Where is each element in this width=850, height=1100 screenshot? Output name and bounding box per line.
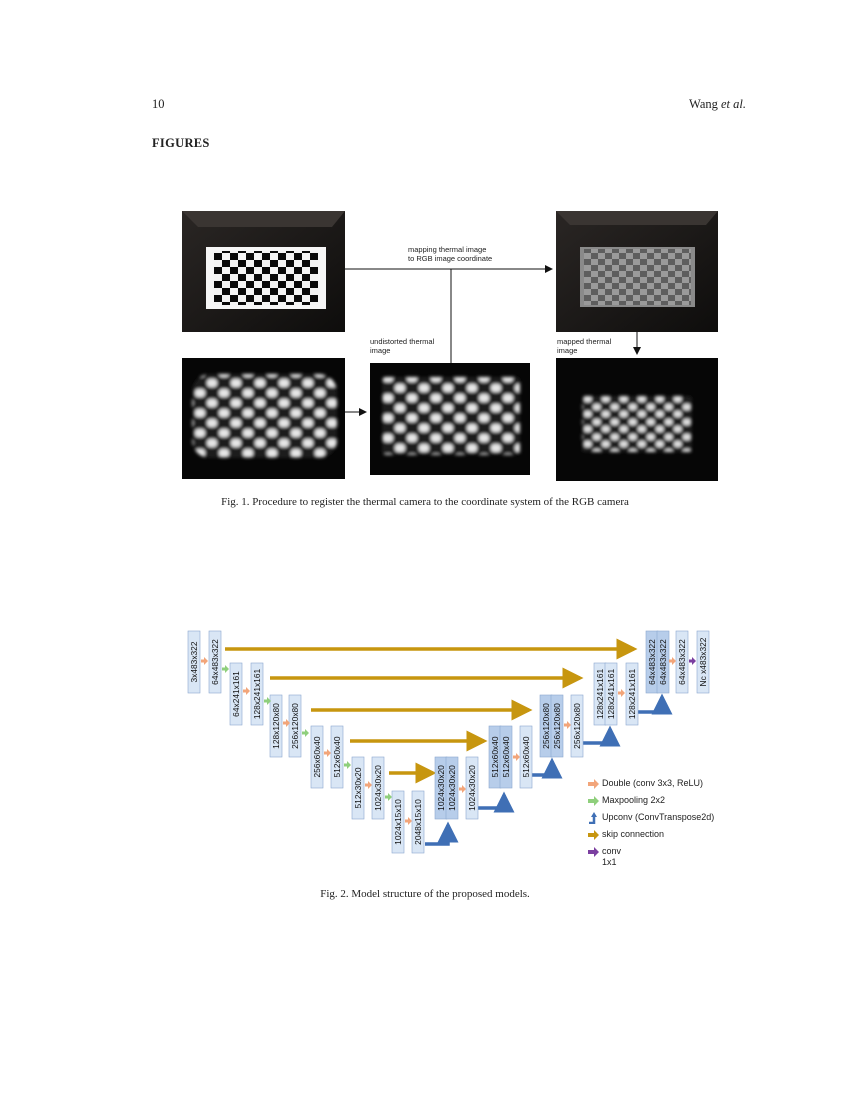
tensor-label: 256x120x80 — [290, 703, 300, 749]
tensor-label: 512x30x20 — [353, 767, 363, 809]
tensor-u1b — [446, 757, 458, 819]
legend-upconv — [588, 811, 728, 828]
tensor-label: 512x60x40 — [521, 736, 531, 778]
tensor-u1c — [466, 757, 478, 819]
tensor-t6 — [289, 695, 301, 757]
tensor-u2a — [489, 726, 501, 788]
tensor-label: 1024x15x10 — [393, 799, 403, 845]
running-head-etal: et al. — [721, 97, 746, 111]
tensor-label: 512x60x40 — [501, 736, 511, 778]
op-arrow-icon — [302, 729, 309, 737]
tensor-u2b — [500, 726, 512, 788]
tensor-t12 — [412, 791, 424, 853]
legend-upconv-label: Upconv (ConvTranspose2d) — [602, 812, 715, 822]
undistorted-label-line-1: undistorted thermal — [370, 337, 435, 346]
tensor-label: 128x120x80 — [271, 703, 281, 749]
mapped-thermal-image — [556, 358, 718, 481]
tensor-label: 256x120x80 — [572, 703, 582, 749]
undistorted-label-line-2: image — [370, 346, 391, 355]
op-arrow-icon — [618, 689, 625, 697]
tensor-t5 — [270, 695, 282, 757]
op-arrow-icon — [243, 687, 250, 695]
maxpool-icon — [588, 796, 600, 806]
tensor-label: 64x241x161 — [231, 671, 241, 717]
op-arrow-icon — [222, 665, 229, 673]
legend-conv — [588, 845, 728, 869]
tensor-label: 512x60x40 — [490, 736, 500, 778]
undistorted-label — [370, 337, 434, 355]
section-title: FIGURES — [152, 136, 210, 150]
tensor-u5a — [646, 631, 658, 693]
figure-2-caption: Fig. 2. Model structure of the proposed models. — [320, 888, 530, 900]
legend-maxpool — [588, 794, 728, 811]
legend-conv-label: conv — [602, 846, 622, 856]
op-arrow-icon — [324, 749, 331, 757]
tensor-u4c — [626, 663, 638, 725]
figure-1-caption: Fig. 1. Procedure to register the thermal camera to the coordinate system of the RGB camera — [221, 496, 629, 508]
tensor-u4b — [605, 663, 617, 725]
rgb-photo — [182, 211, 345, 332]
tensor-t1 — [188, 631, 200, 693]
op-arrow-icon — [365, 781, 372, 789]
tensor-t3 — [230, 663, 242, 725]
mapped-label-line-1: mapped thermal — [557, 337, 612, 346]
tensor-u2c — [520, 726, 532, 788]
tensor-label: 64x483x322 — [658, 639, 668, 685]
tensor-label: 128x241x161 — [595, 668, 605, 720]
conv-1x1-icon — [588, 847, 600, 857]
tensor-t7 — [311, 726, 323, 788]
tensor-t4 — [251, 663, 263, 725]
legend-skip — [588, 828, 728, 845]
op-arrow-icon — [669, 657, 676, 665]
legend-double-label: Double (conv 3x3, ReLU) — [602, 778, 704, 788]
legend-maxpool-label: Maxpooling 2x2 — [602, 795, 666, 805]
skip-connection-icon — [588, 830, 600, 840]
upconv-1 — [425, 825, 448, 844]
tensor-label: 128x241x161 — [252, 668, 262, 720]
upconv-icon — [588, 812, 600, 824]
tensor-label: 1024x30x20 — [447, 765, 457, 811]
mapped-label — [557, 337, 611, 355]
page-number: 10 — [152, 97, 165, 111]
double-conv-icon — [588, 779, 600, 789]
running-head-authors: Wang — [689, 97, 721, 111]
tensor-label: 64x483x322 — [677, 639, 687, 685]
tensor-u5c — [676, 631, 688, 693]
tensor-label: 128x241x161 — [606, 668, 616, 720]
upconv-5 — [638, 697, 662, 712]
tensor-u3b — [551, 695, 563, 757]
op-arrow-icon — [344, 761, 351, 769]
tensor-u1a — [435, 757, 447, 819]
op-arrow-icon — [513, 753, 520, 761]
undistorted-thermal-image — [370, 363, 530, 475]
unet-legend — [588, 777, 728, 869]
raw-thermal-image — [182, 358, 345, 479]
op-arrow-icon — [405, 817, 412, 825]
tensor-label: 256x60x40 — [312, 736, 322, 778]
tensor-label: 2048x15x10 — [413, 799, 423, 845]
tensor-label: 64x483x322 — [647, 639, 657, 685]
mapping-label-line-1: mapping thermal image — [408, 245, 487, 254]
tensor-label: 256x120x80 — [541, 703, 551, 749]
op-arrow-icon — [564, 721, 571, 729]
tensor-u3c — [571, 695, 583, 757]
op-arrow-icon — [385, 793, 392, 801]
mapped-label-line-2: image — [557, 346, 578, 355]
tensor-label: 256x120x80 — [552, 703, 562, 749]
tensor-label: 3x483x322 — [189, 641, 199, 683]
rgb-overlay-photo — [556, 211, 718, 332]
tensor-label: 512x60x40 — [332, 736, 342, 778]
legend-skip-label: skip connection — [602, 829, 665, 839]
tensor-u3a — [540, 695, 552, 757]
tensor-t10 — [372, 757, 384, 819]
tensor-label: 1024x30x20 — [467, 765, 477, 811]
tensor-t8 — [331, 726, 343, 788]
tensor-label: 1024x30x20 — [373, 765, 383, 811]
legend-double — [588, 777, 728, 794]
legend-conv-label-2: 1x1 — [602, 857, 617, 867]
tensor-u4a — [594, 663, 606, 725]
tensor-label: 64x483x322 — [210, 639, 220, 685]
tensor-label: Nc x483x322 — [698, 637, 708, 687]
running-head — [689, 97, 746, 112]
op-arrow-icon — [459, 785, 466, 793]
op-arrow-icon — [689, 657, 696, 665]
tensor-t2 — [209, 631, 221, 693]
tensor-out — [697, 631, 709, 693]
tensor-label: 128x241x161 — [627, 668, 637, 720]
upconv-4 — [583, 729, 610, 743]
tensor-t9 — [352, 757, 364, 819]
mapping-label — [408, 245, 492, 263]
op-arrow-icon — [201, 657, 208, 665]
tensor-u5b — [657, 631, 669, 693]
tensor-t11 — [392, 791, 404, 853]
tensor-label: 1024x30x20 — [436, 765, 446, 811]
mapping-label-line-2: to RGB image coordinate — [408, 254, 493, 263]
